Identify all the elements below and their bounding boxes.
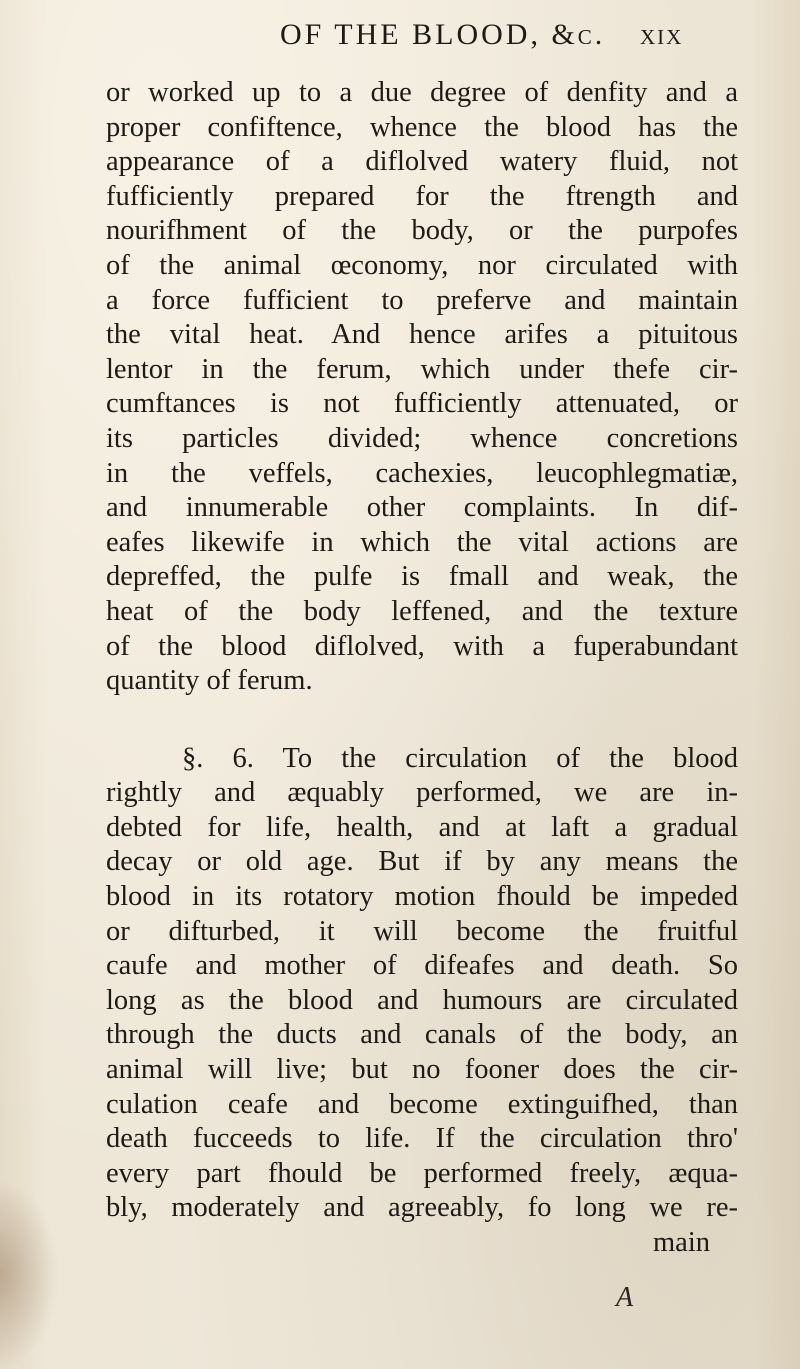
body-text [106, 76, 738, 1261]
text-line: appearance of a diflolved watery fluid, not [106, 146, 738, 178]
text-line: fufficiently prepared for the ftrength and [106, 180, 738, 212]
signature-mark: A [616, 1282, 634, 1313]
paragraph-gap [106, 699, 738, 742]
text-line: caufe and mother of difeafes and death. So [106, 950, 738, 982]
text-line: lentor in the ferum, which under thefe cir- [106, 353, 738, 385]
text-line: in the veffels, cachexies, leucophlegmatiæ, [106, 457, 738, 489]
text-line: of the animal œconomy, nor circulated with [106, 249, 738, 281]
text-line: rightly and æquably performed, we are in- [106, 777, 738, 809]
text-line: through the ducts and canals of the body, an [106, 1019, 738, 1051]
text-line: or worked up to a due degree of denfity and a [106, 77, 738, 108]
paragraph-1 [106, 76, 738, 699]
text-line: of the blood diflolved, with a fuperabundant [106, 630, 738, 662]
page-number: xix [640, 18, 684, 51]
text-line: and innumerable other complaints. In dif- [106, 492, 738, 524]
text-line: depreffed, the pulfe is fmall and weak, the [106, 561, 738, 593]
page-edge-stain [0, 1180, 60, 1369]
text-line: animal will live; but no fooner does the cir- [106, 1054, 738, 1086]
text-line: eafes likewife in which the vital actions are [106, 526, 738, 558]
text-line: blood in its rotatory motion fhould be impeded [106, 881, 738, 913]
text-line: bly, moderately and agreeably, fo long we re- [106, 1192, 738, 1224]
text-line: quantity of ferum. [106, 665, 313, 697]
text-line: or difturbed, it will become the fruitful [106, 915, 738, 947]
text-line: a force fufficient to preferve and maintain [106, 284, 738, 316]
text-line: nourifhment of the body, or the purpofes [106, 215, 738, 247]
text-line: heat of the body leffened, and the texture [106, 595, 738, 627]
text-line: its particles divided; whence concretions [106, 422, 738, 454]
text-line: death fucceeds to life. If the circulation thro' [106, 1123, 738, 1155]
page-header [120, 14, 740, 60]
text-line: cumftances is not fufficiently attenuated, or [106, 388, 738, 420]
text-line: decay or old age. But if by any means the [106, 846, 738, 878]
text-line: debted for life, health, and at laft a gradual [106, 811, 738, 843]
text-line: the vital heat. And hence arifes a pituitous [106, 319, 738, 351]
text-line: culation ceafe and become extinguifhed, than [106, 1088, 738, 1120]
paragraph-2 [106, 742, 738, 1261]
running-head: OF THE BLOOD, &c. [280, 18, 606, 51]
text-line: proper confiftence, whence the blood has the [106, 111, 738, 143]
text-line: §. 6. To the circulation of the blood [182, 742, 738, 774]
text-line: every part fhould be performed freely, æqua- [106, 1157, 738, 1189]
catchword: main [653, 1227, 710, 1258]
text-line: long as the blood and humours are circulated [106, 984, 738, 1016]
